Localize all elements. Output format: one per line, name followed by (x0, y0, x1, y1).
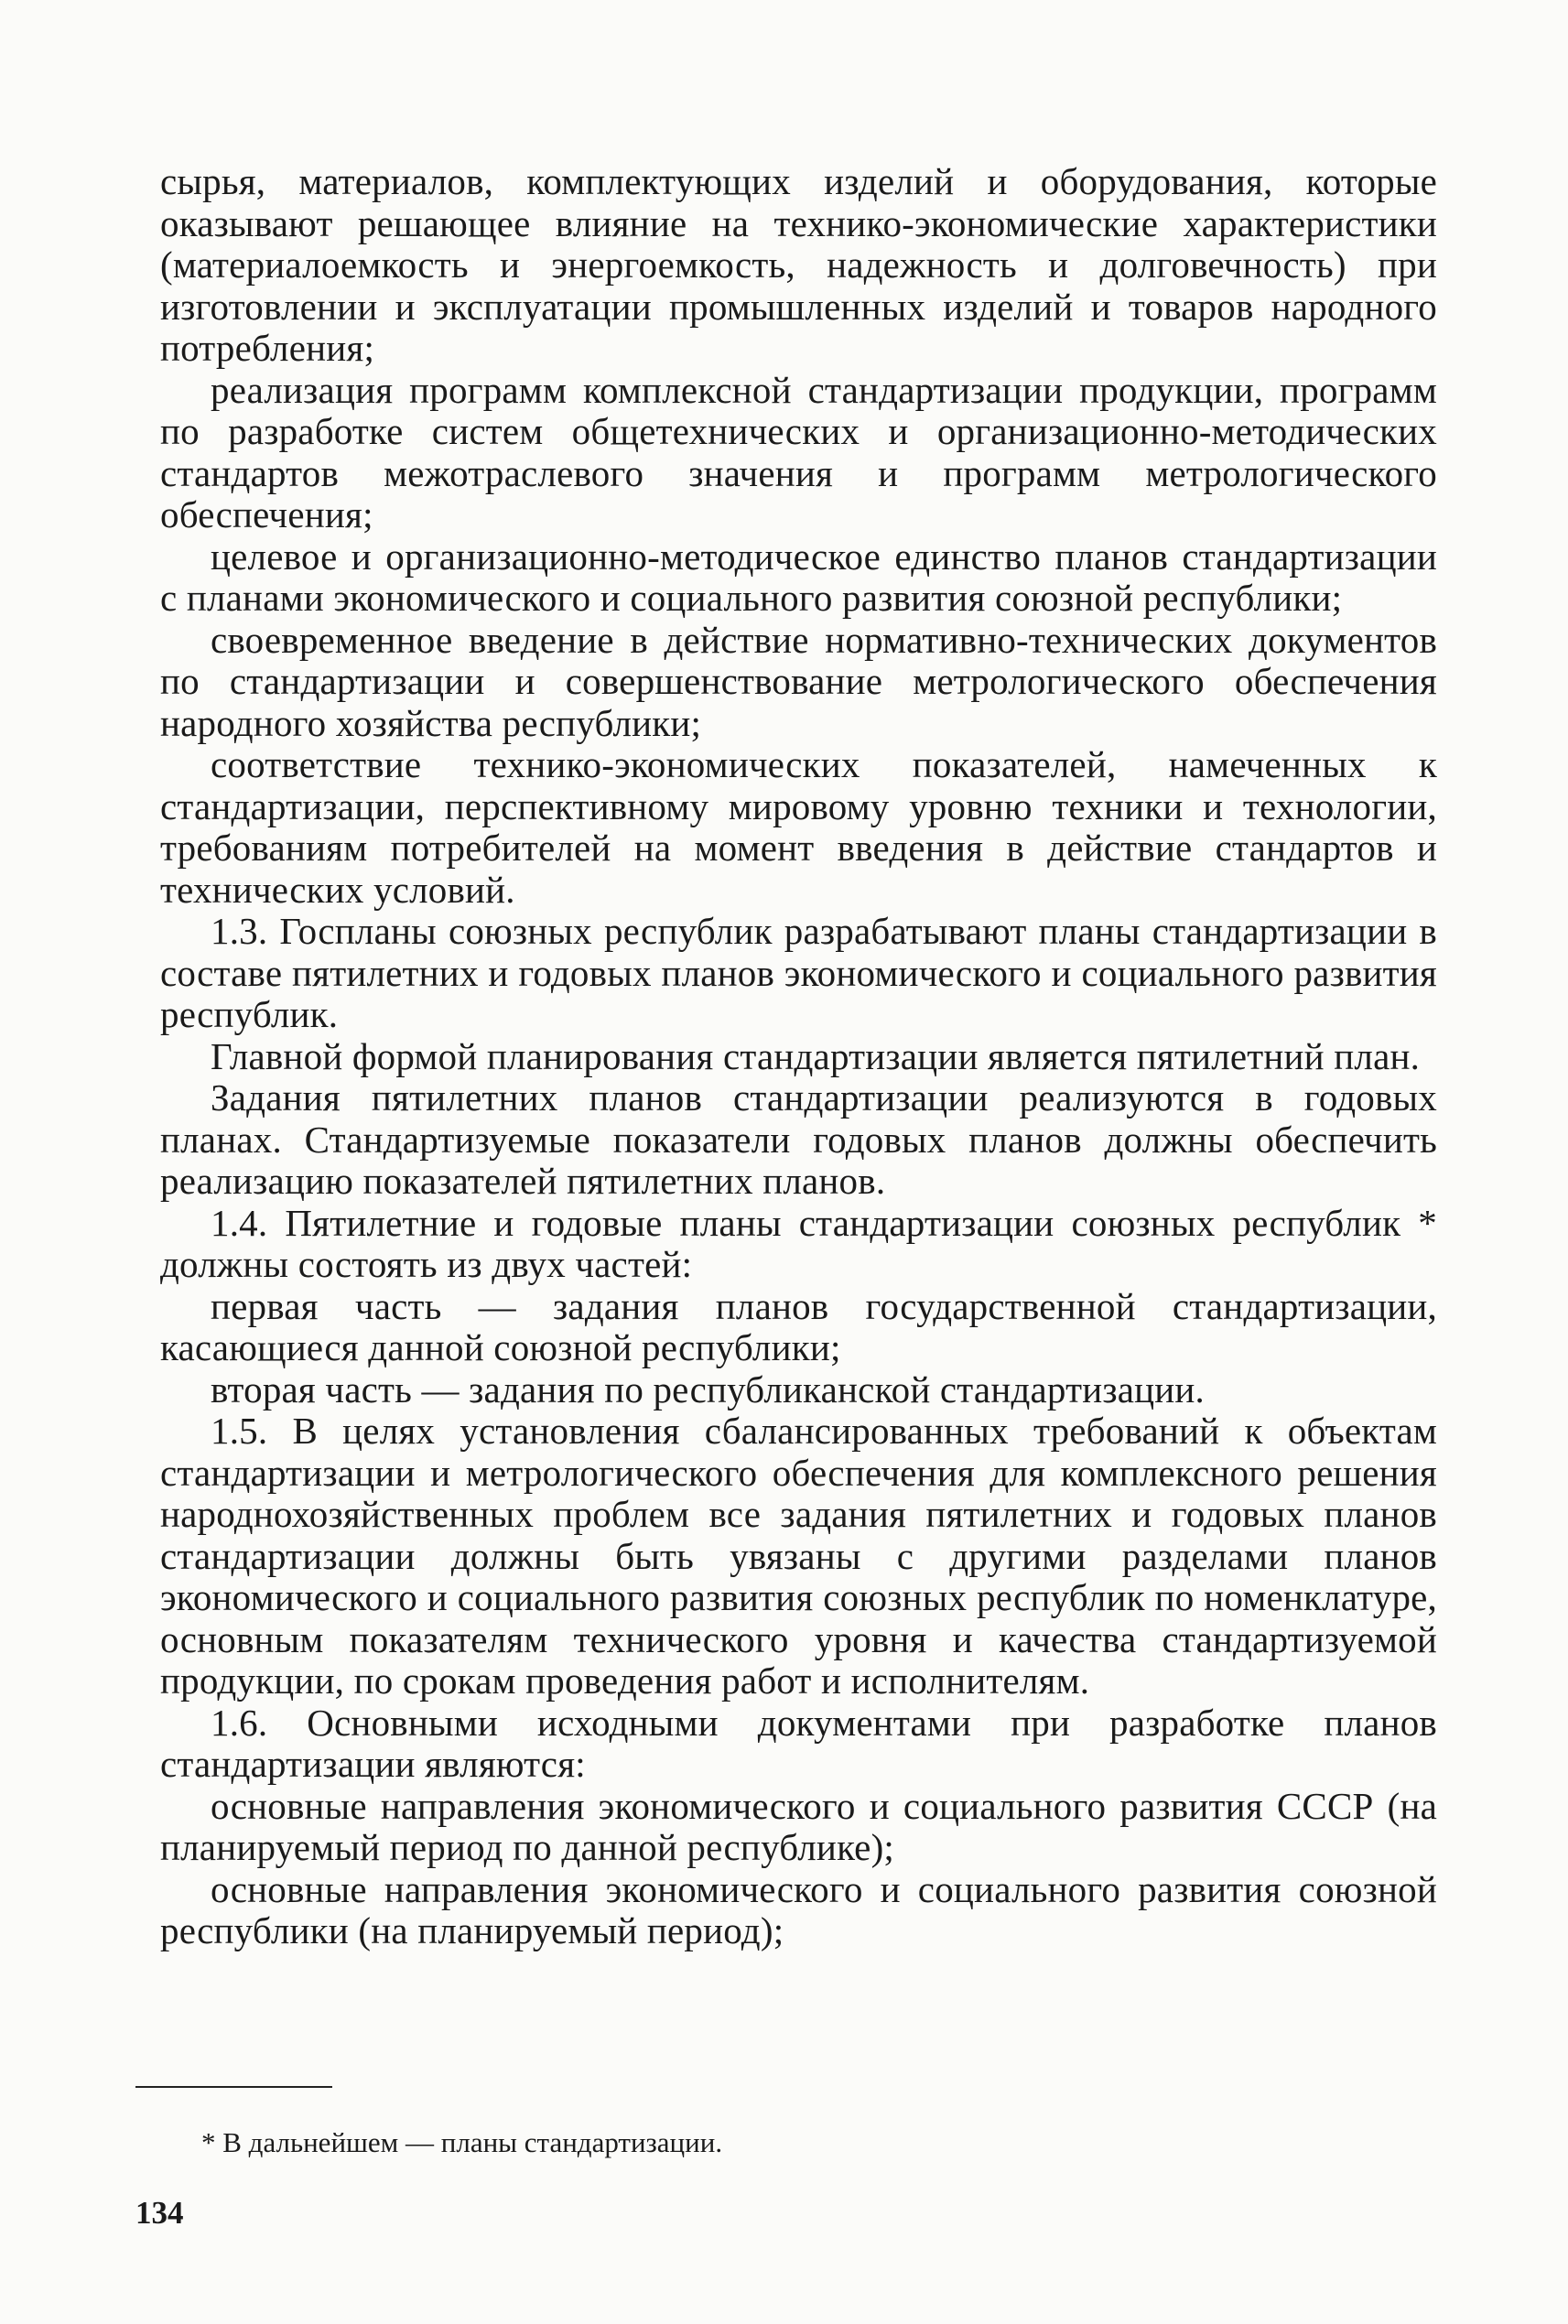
paragraph: основные направления экономического и социального развития союзной республики (на планируемый период); (160, 1867, 1437, 1951)
paragraph: Главной формой планирования стандартизации является пятилетний план. (211, 1034, 1421, 1077)
paragraph: 1.4. Пятилетние и годовые планы стандартизации союзных республик * должны состоять из двух частей: (160, 1201, 1437, 1285)
paragraph: 1.5. В целях установления сбалансированных требований к объектам стандартизации и метрологического обеспечения для комплексного решения народнохозяйственных проблем все задания пятилетних и годовых планов стандартизации должны быть увязаны с другими разделами планов экономического и социального развития союзных республик по номенклатуре, основным показателям технического уровня и качества стандартизуемой продукции, по срокам проведения работ и исполнителям. (160, 1410, 1437, 1702)
paragraph: 1.6. Основными исходными документами при разработке планов стандартизации являются: (160, 1701, 1437, 1785)
paragraph: Задания пятилетних планов стандартизации реализуются в годовых планах. Стандартизуемые показатели годовых планов должны обеспечить реализацию показателей пятилетних планов. (160, 1076, 1437, 1202)
paragraph: сырья, материалов, комплектующих изделий и оборудования, которые оказывают решающее влияние на технико-экономические характеристики (материалоемкость и энергоемкость, надежность и долговечность) при изготовлении и эксплуатации промышленных изделий и товаров народного потребления; (160, 160, 1437, 369)
paragraph: соответствие технико-экономических показателей, намеченных к стандартизации, перспективному мировому уровню техники и технологии, требованиям потребителей на момент введения в действие стандартов и технических условий. (160, 743, 1437, 911)
paragraph: 1.3. Госпланы союзных республик разрабатывают планы стандартизации в составе пятилетних и годовых планов экономического и социального развития республик. (160, 910, 1437, 1035)
paragraph: целевое и организационно-методическое единство планов стандартизации с планами экономического и социального развития союзной республики; (160, 535, 1437, 619)
paragraph: первая часть — задания планов государственной стандартизации, касающиеся данной союзной республики; (160, 1284, 1437, 1368)
paragraph: основные направления экономического и социального развития СССР (на планируемый период по данной республике); (160, 1784, 1437, 1868)
paragraph: реализация программ комплексной стандартизации продукции, программ по разработке систем общетехнических и организационно-методических стандартов межотраслевого значения и программ метрологического обеспечения; (160, 368, 1437, 535)
paragraph: своевременное введение в действие нормативно-технических документов по стандартизации и совершенствование метрологического обеспечения народного хозяйства республики; (160, 618, 1437, 744)
paragraph: вторая часть — задания по республиканской стандартизации. (211, 1367, 1206, 1411)
footnote-divider (135, 2086, 332, 2088)
page-number: 134 (135, 2195, 184, 2231)
body-text (160, 161, 1437, 1952)
footnote: * В дальнейшем — планы стандартизации. (201, 2126, 723, 2158)
